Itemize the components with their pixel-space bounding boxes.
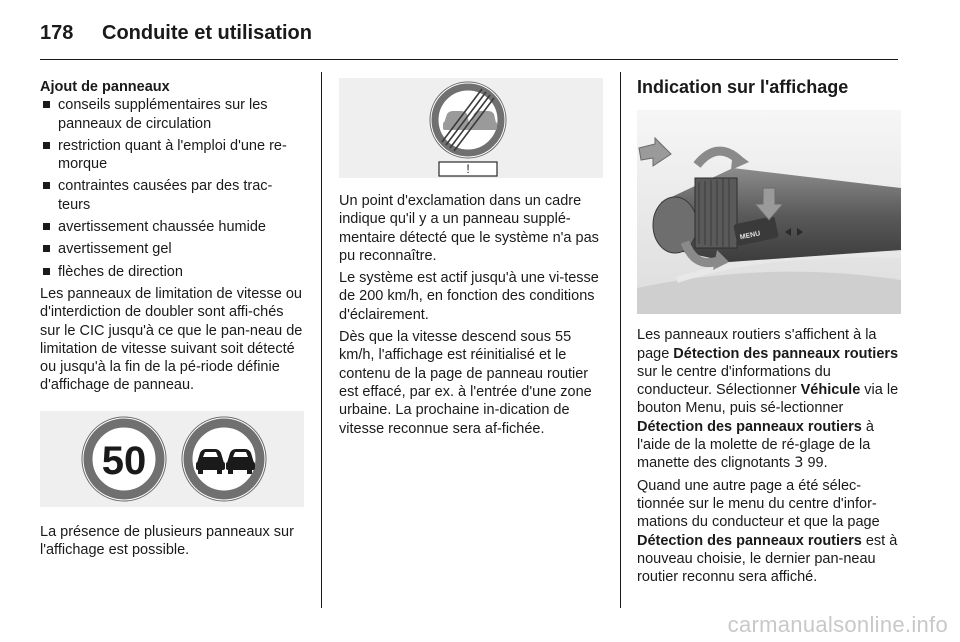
thumbwheel <box>695 178 737 248</box>
bullet-square-icon <box>43 223 50 230</box>
end-of-no-overtaking-sign-icon <box>430 82 506 158</box>
turn-signal-lever-illustration <box>637 110 901 314</box>
figure-turn-signal-lever <box>637 110 901 314</box>
page-number: 178 <box>40 21 74 44</box>
bullet-list <box>40 96 304 281</box>
end-no-overtaking-sign-illustration <box>339 78 603 178</box>
paragraph: La présence de plusieurs panneaux sur l'affichage est possible. <box>40 523 294 559</box>
menu-button-label: MENU <box>739 230 762 242</box>
paragraph-page-switch: Quand une autre page a été sélec-tionnée sur le menu du centre d'infor-mations du conducteur et que la page Détection des panneaux routiers est à nouveau choisie, le dernier pan-neau routier reconnu sera affiché. <box>637 477 898 586</box>
column-divider-1 <box>321 72 322 608</box>
bullet-square-icon <box>43 142 50 149</box>
reference-arrow-icon: 3 <box>794 455 804 472</box>
list-item: avertissement gel <box>40 240 304 258</box>
paragraph: Le système est actif jusqu'à une vi-tesse de 200 km/h, en fonction des conditions d'éclairement. <box>339 270 599 323</box>
column-3 <box>637 78 901 590</box>
page-title: Conduite et utilisation <box>102 21 312 44</box>
speed-limit-sign-icon <box>82 417 166 501</box>
speed-and-overtaking-signs-illustration <box>40 411 304 507</box>
list-item: contraintes causées par des trac-teurs <box>40 177 304 214</box>
page-header <box>40 18 312 48</box>
bullet-square-icon <box>43 182 50 189</box>
header-rule <box>40 59 898 60</box>
bullet-square-icon <box>43 268 50 275</box>
watermark: carmanualsonline.info <box>727 612 948 637</box>
section-heading-additional-signs: Ajout de panneaux <box>40 79 170 95</box>
paragraph: Un point d'exclamation dans un cadre indique qu'il y a un panneau supplé-mentaire détecté que le système n'a pas pu reconnaître. <box>339 193 599 264</box>
list-item: flèches de direction <box>40 263 304 281</box>
column-1 <box>40 78 304 563</box>
figure-end-of-restriction-sign <box>339 78 603 178</box>
list-item: restriction quant à l'emploi d'une re-morque <box>40 137 304 174</box>
no-overtaking-sign-icon <box>182 417 266 501</box>
bullet-square-icon <box>43 101 50 108</box>
figure-traffic-signs <box>40 411 304 507</box>
column-2 <box>339 78 603 442</box>
paragraph: Dès que la vitesse descend sous 55 km/h, l'affichage est réinitialisé et le contenu de la page de panneau routier est effacé, par ex. à l'entrée d'une zone urbaine. La prochaine in-dication de vitesse reconnue sera af-fichée. <box>339 329 592 437</box>
bullet-square-icon <box>43 245 50 252</box>
list-item: avertissement chaussée humide <box>40 218 304 236</box>
list-item: conseils supplémentaires sur les panneaux de circulation <box>40 96 304 133</box>
section-heading-display-indication: Indication sur l'affichage <box>637 77 849 97</box>
paragraph-display-page: Les panneaux routiers s'affichent à la page Détection des panneaux routiers sur le centre d'informations du conducteur. Sélectionner Véhicule via le bouton Menu, puis sé-lectionner Détection des panneaux routiers à l'aide de la molette de ré-glage de la manette des clignotants 3 99. <box>637 327 899 472</box>
column-divider-2 <box>620 72 621 608</box>
speed-limit-value: 50 <box>101 438 147 483</box>
exclamation-mark: ! <box>466 162 470 176</box>
paragraph: Les panneaux de limitation de vitesse ou d'interdiction de doubler sont affi-chés sur le CIC jusqu'à ce que le pan-neau de limitation de vitesse suivant soit détecté ou jusqu'à la fin de la pé-riode définie d'affichage de panneau. <box>40 285 303 394</box>
